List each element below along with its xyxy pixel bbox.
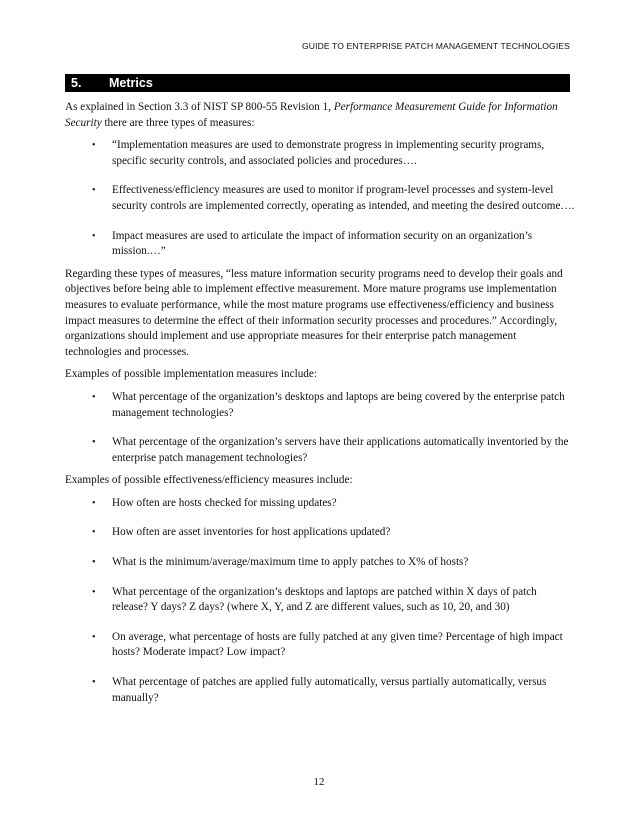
bullet-icon: •	[92, 140, 96, 152]
page-number: 12	[313, 776, 325, 788]
list-item	[65, 525, 575, 541]
bullet-icon: •	[92, 677, 96, 689]
list-item	[65, 555, 575, 571]
measure-types-list	[65, 138, 575, 260]
list-item	[65, 390, 575, 421]
list-item-text: How often are asset inventories for host applications updated?	[112, 526, 391, 539]
list-item	[65, 138, 575, 169]
list-item-text: On average, what percentage of hosts are fully patched at any given time? Percentage of high impact hosts? Moderate impact? Low impact?	[112, 630, 563, 659]
list-item	[65, 183, 575, 214]
running-header: GUIDE TO ENTERPRISE PATCH MANAGEMENT TECHNOLOGIES	[301, 41, 570, 51]
list-item-text: How often are hosts checked for missing updates?	[112, 496, 337, 509]
list-item-text: Effectiveness/efficiency measures are used to monitor if program-level processes and system-level security controls are implemented correctly, operating as intended, and meeting the desired outcome….	[112, 184, 575, 212]
maturity-paragraph: Regarding these types of measures, “less mature information security programs need to develop their goals and objectives before being able to implement effective measurement. More mature programs use implementation measures to evaluate performance, while the most mature programs use effectiveness/efficiency and business impact measures to determine the effect of their information security processes and procedures.” Accordingly, organizations should implement and use appropriate measures for their enterprise patch management technologies and processes.	[65, 267, 563, 358]
list-item-text: Impact measures are used to articulate the impact of information security on an organization’s mission.…”	[112, 229, 533, 258]
bullet-icon: •	[92, 391, 96, 403]
section-number: 5.	[71, 76, 82, 90]
bullet-icon: •	[92, 586, 96, 598]
effectiveness-heading: Examples of possible effectiveness/efficiency measures include:	[65, 474, 353, 487]
list-item-text: What percentage of patches are applied fully automatically, versus partially automatically, versus manually?	[112, 676, 547, 704]
bullet-icon: •	[92, 230, 96, 242]
list-item-text: What is the minimum/average/maximum time to apply patches to X% of hosts?	[112, 556, 469, 569]
list-item-text: What percentage of the organization’s desktops and laptops are being covered by the enterprise patch management technologies?	[112, 390, 565, 419]
list-item-text: What percentage of the organization’s servers have their applications automatically inventoried by the enterprise patch management technologies?	[112, 436, 569, 464]
implementation-heading: Examples of possible implementation measures include:	[65, 368, 317, 381]
bullet-icon: •	[92, 631, 96, 643]
body-text	[65, 100, 575, 713]
intro-text-end: there are three types of measures:	[101, 116, 255, 129]
list-item	[65, 630, 575, 661]
bullet-icon: •	[92, 437, 96, 449]
section-title: Metrics	[109, 76, 153, 90]
list-item	[65, 675, 575, 706]
bullet-icon: •	[92, 185, 96, 197]
list-item	[65, 585, 575, 616]
list-item	[65, 435, 575, 466]
bullet-icon: •	[92, 527, 96, 539]
list-item-text: “Implementation measures are used to demonstrate progress in implementing security programs, specific security controls, and associated policies and procedures….	[112, 139, 545, 167]
bullet-icon: •	[92, 557, 96, 569]
list-item	[65, 496, 575, 512]
intro-paragraph	[65, 100, 575, 131]
effectiveness-measures-list	[65, 496, 575, 706]
list-item-text: What percentage of the organization’s desktops and laptops are patched within X days of patch release? Y days? Z days? (where X, Y, and Z are different values, such as 10, 20, and 30)	[112, 585, 537, 614]
intro-text: As explained in Section 3.3 of NIST SP 800-55 Revision 1,	[65, 101, 334, 113]
implementation-measures-list	[65, 390, 575, 466]
bullet-icon: •	[92, 497, 96, 509]
publication-title: Performance Measurement Guide for Information Security	[65, 101, 558, 129]
section-heading	[65, 74, 570, 92]
list-item	[65, 229, 575, 260]
